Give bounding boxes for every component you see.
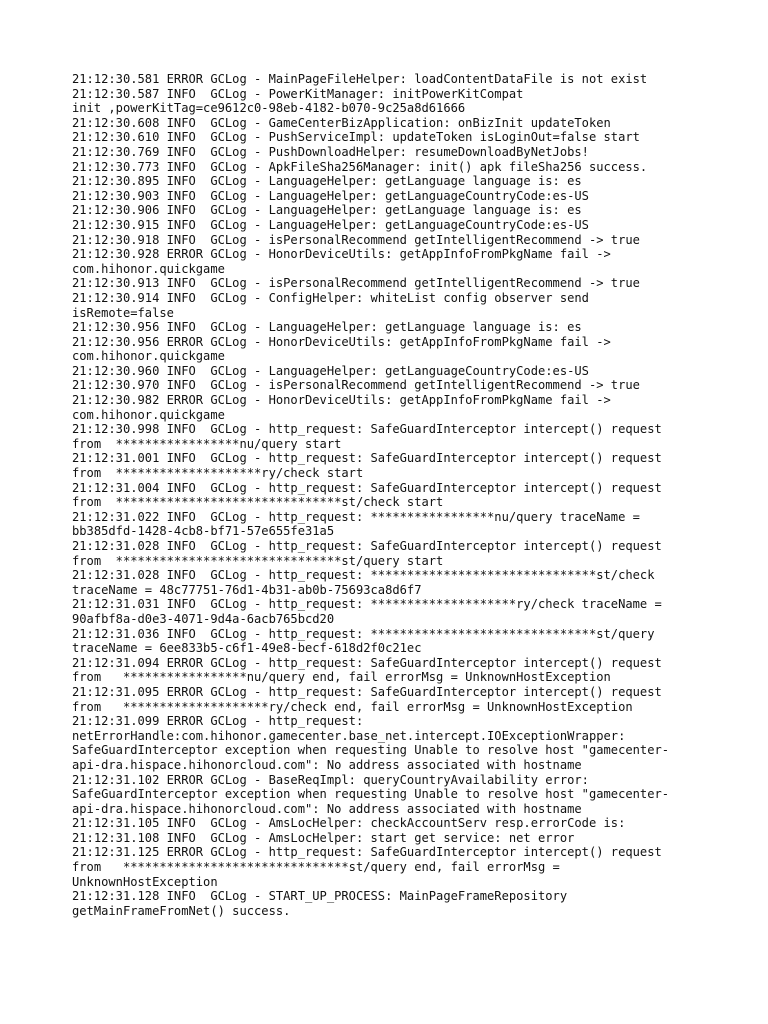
- log-line: 21:12:30.608 INFO GCLog - GameCenterBizApplication: onBizInit updateToken: [72, 115, 611, 130]
- log-line: init ,powerKitTag=ce9612c0-98eb-4182-b070-9c25a8d61666: [72, 101, 466, 116]
- log-line: 21:12:30.610 INFO GCLog - PushServiceImpl: updateToken isLoginOut=false start: [72, 130, 640, 145]
- log-line: getMainFrameFromNet() success.: [72, 903, 291, 918]
- log-line: 21:12:30.960 INFO GCLog - LanguageHelper: getLanguageCountryCode:es-US: [72, 363, 589, 378]
- log-line: 21:12:30.913 INFO GCLog - isPersonalRecommend getIntelligentRecommend -> true: [72, 276, 640, 291]
- log-line: bb385dfd-1428-4cb8-bf71-57e655fe31a5: [72, 524, 335, 539]
- log-line: 21:12:31.028 INFO GCLog - http_request: SafeGuardInterceptor intercept() request: [72, 539, 662, 553]
- log-text-block: [72, 72, 712, 918]
- log-line: 21:12:31.036 INFO GCLog - http_request: *******************************st/query: [72, 626, 655, 641]
- log-line: from *****************nu/query end, fail errorMsg = UnknownHostException: [72, 670, 611, 685]
- log-line: from ********************ry/check start: [72, 466, 364, 481]
- log-line: from *******************************st/check start: [72, 495, 444, 510]
- log-line: 21:12:30.956 ERROR GCLog - HonorDeviceUtils: getAppInfoFromPkgName fail ->: [72, 334, 611, 349]
- log-line: isRemote=false: [72, 305, 174, 320]
- log-line: 21:12:31.108 INFO GCLog - AmsLocHelper: start get service: net error: [72, 830, 575, 845]
- log-line: 21:12:30.998 INFO GCLog - http_request: SafeGuardInterceptor intercept() request: [72, 422, 662, 437]
- log-line: SafeGuardInterceptor exception when requesting Unable to resolve host "gamecenter-: [72, 787, 670, 802]
- log-line: 21:12:31.105 INFO GCLog - AmsLocHelper: checkAccountServ resp.errorCode is:: [72, 816, 626, 831]
- log-line: 21:12:30.918 INFO GCLog - isPersonalRecommend getIntelligentRecommend -> true: [72, 232, 640, 247]
- log-line: 21:12:30.895 INFO GCLog - LanguageHelper: getLanguage language is: es: [72, 174, 582, 189]
- log-line: 21:12:30.914 INFO GCLog - ConfigHelper: whiteList config observer send: [72, 290, 589, 305]
- log-line: 21:12:31.031 INFO GCLog - http_request: ********************ry/check traceName =: [72, 597, 662, 612]
- log-line: 21:12:30.970 INFO GCLog - isPersonalRecommend getIntelligentRecommend -> true: [72, 378, 640, 393]
- log-line: api-dra.hispace.hihonorcloud.com": No address associated with hostname: [72, 801, 582, 816]
- log-line: 21:12:30.769 INFO GCLog - PushDownloadHelper: resumeDownloadByNetJobs!: [72, 144, 589, 159]
- log-line: 21:12:31.095 ERROR GCLog - http_request: SafeGuardInterceptor intercept() request: [72, 684, 662, 699]
- log-line: 21:12:31.001 INFO GCLog - http_request: SafeGuardInterceptor intercept() request: [72, 451, 662, 466]
- log-line: UnknownHostException: [72, 874, 218, 889]
- log-line: com.hihonor.quickgame: [72, 261, 225, 276]
- log-line: 21:12:30.903 INFO GCLog - LanguageHelper: getLanguageCountryCode:es-US: [72, 188, 589, 203]
- log-line: 21:12:31.028 INFO GCLog - http_request: *******************************st/check: [72, 568, 655, 583]
- log-line: SafeGuardInterceptor exception when requesting Unable to resolve host "gamecenter-: [72, 743, 670, 758]
- log-line: traceName = 6ee833b5-c6f1-49e8-becf-618d2f0c21ec: [72, 641, 422, 656]
- log-line: 21:12:30.928 ERROR GCLog - HonorDeviceUtils: getAppInfoFromPkgName fail ->: [72, 247, 611, 262]
- log-line: 21:12:30.906 INFO GCLog - LanguageHelper: getLanguage language is: es: [72, 203, 582, 218]
- log-line: 21:12:31.099 ERROR GCLog - http_request:: [72, 714, 364, 729]
- log-line: 21:12:30.956 INFO GCLog - LanguageHelper: getLanguage language is: es: [72, 320, 582, 335]
- log-line: 21:12:31.125 ERROR GCLog - http_request: SafeGuardInterceptor intercept() request: [72, 845, 662, 860]
- log-line: com.hihonor.quickgame: [72, 407, 225, 422]
- log-line: 21:12:31.094 ERROR GCLog - http_request: SafeGuardInterceptor intercept() request: [72, 655, 662, 670]
- log-line: 21:12:31.004 INFO GCLog - http_request: SafeGuardInterceptor intercept() request: [72, 480, 662, 495]
- log-line: netErrorHandle:com.hihonor.gamecenter.base_net.intercept.IOExceptionWrapper:: [72, 728, 626, 743]
- log-line: com.hihonor.quickgame: [72, 349, 225, 364]
- log-line: 21:12:30.581 ERROR GCLog - MainPageFileHelper: loadContentDataFile is not exist: [72, 72, 648, 86]
- log-line: 21:12:30.982 ERROR GCLog - HonorDeviceUtils: getAppInfoFromPkgName fail ->: [72, 393, 611, 408]
- log-line: 21:12:31.128 INFO GCLog - START_UP_PROCESS: MainPageFrameRepository: [72, 889, 568, 904]
- log-line: 21:12:30.773 INFO GCLog - ApkFileSha256Manager: init() apk fileSha256 success.: [72, 159, 648, 174]
- log-line: from *******************************st/query start: [72, 553, 444, 568]
- log-line: from *****************nu/query start: [72, 436, 342, 451]
- log-line: 21:12:31.102 ERROR GCLog - BaseReqImpl: queryCountryAvailability error:: [72, 772, 589, 787]
- log-line: 21:12:30.587 INFO GCLog - PowerKitManager: initPowerKitCompat: [72, 86, 524, 101]
- log-line: traceName = 48c77751-76d1-4b31-ab0b-75693ca8d6f7: [72, 582, 422, 597]
- log-line: from *******************************st/query end, fail errorMsg =: [72, 860, 560, 875]
- log-line: 21:12:30.915 INFO GCLog - LanguageHelper: getLanguageCountryCode:es-US: [72, 217, 589, 232]
- log-line: from ********************ry/check end, fail errorMsg = UnknownHostException: [72, 699, 633, 714]
- log-line: 90afbf8a-d0e3-4071-9d4a-6acb765bcd20: [72, 611, 335, 626]
- log-line: 21:12:31.022 INFO GCLog - http_request: *****************nu/query traceName =: [72, 509, 640, 524]
- log-line: api-dra.hispace.hihonorcloud.com": No address associated with hostname: [72, 757, 582, 772]
